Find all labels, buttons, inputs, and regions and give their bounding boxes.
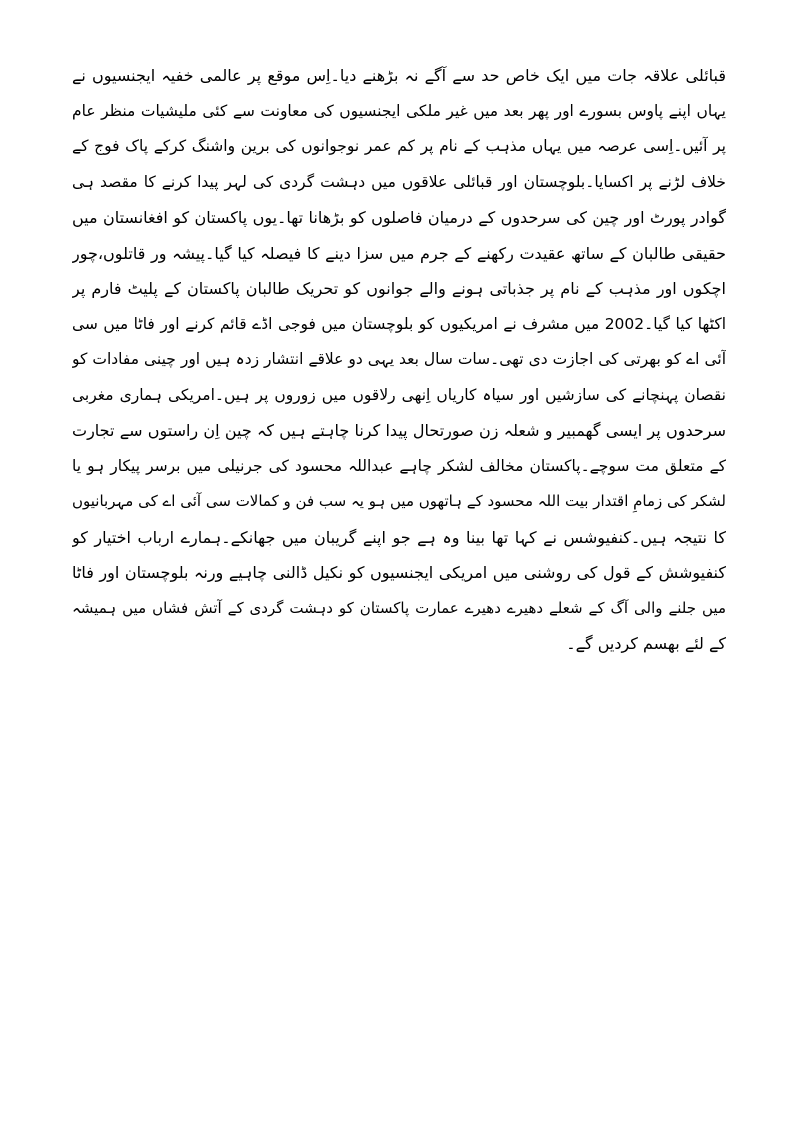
text-line: نقصان پہنچانے کی سازشیں اور سیاہ کاریاں اِنھی رلاقوں میں زوروں پر ہیں۔امریکی ہماری مغربی — [72, 385, 726, 404]
text-line: خلاف لڑنے پر اکسایا۔بلوچستان اور قبائلی علاقوں میں دہشت گردی کی لہر پیدا کرنے کا مقصد ہی — [72, 172, 726, 191]
text-line: اکٹھا کیا گیا۔2002 میں مشرف نے امریکیوں کو بلوچستان میں فوجی اڈے قائم کرنے اور فاٹا میں سی — [72, 314, 726, 333]
text-line: گوادر پورٹ اور چین کی سرحدوں کے درمیان فاصلوں کو بڑھانا تھا۔یوں پاکستان کو افغانستان میں — [72, 208, 726, 227]
article-paragraph — [72, 58, 726, 662]
text-line: قبائلی علاقہ جات میں ایک خاص حد سے آگے نہ بڑھنے دیا۔اِس موقع پر عالمی خفیہ ایجنسیوں نے — [72, 66, 726, 85]
text-line: اچکوں اور مذہب کے نام پر جذباتی ہونے والے جوانوں کو تحریک طالبان پاکستان کے پلیٹ فارم پر — [72, 279, 726, 298]
text-line: حقیقی طالبان کے ساتھ عقیدت رکھنے کے جرم میں سزا دینے کا فیصلہ کیا گیا۔پیشہ ور قاتلوں،چور — [72, 243, 726, 263]
text-line: یہاں اپنے پاوس بسورے اور پھر بعد میں غیر ملکی ایجنسیوں کی معاونت سے کئی ملیشیات منظر عام — [72, 101, 726, 120]
text-line: کے متعلق مت سوچے۔پاکستان مخالف لشکر چاہے عبداللہ محسود کی جرنیلی میں برسر پیکار ہو یا — [72, 456, 726, 475]
text-line: کنفیوشش کے قول کی روشنی میں امریکی ایجنسیوں کو نکیل ڈالنی چاہیے ورنہ بلوچستان اور فاٹا — [72, 563, 726, 582]
text-line: کا نتیجہ ہیں۔کنفیوشس نے کہا تھا بینا وہ ہے جو اپنے گریبان میں جھانکے۔ہمارے ارباب اختیار کو — [72, 527, 726, 547]
text-line: لشکر کی زمامِ اقتدار بیت اللہ محسود کے ہاتھوں میں ہو یہ سب فن و کمالات سی آئی اے کی مہربانیوں — [72, 492, 726, 510]
text-line: پر آئیں۔اِسی عرصہ میں یہاں مذہب کے نام پر کم عمر نوجوانوں کی برین واشنگ کرکے پاک فوج کے — [72, 137, 726, 155]
text-line-last: کے لئے بھسم کردیں گے۔ — [566, 634, 726, 653]
text-line: آئی اے کو بھرتی کی اجازت دی تھی۔سات سال بعد یہی دو علاقے انتشار زدہ ہیں اور چینی مفادات کو — [72, 350, 726, 368]
text-line: سرحدوں پر ایسی گھمبیر و شعلہ زن صورتحال پیدا کرنا چاہتے ہیں کہ چین اِن راستوں سے تجارت — [72, 421, 726, 440]
text-line: میں جلنے والی آگ کے شعلے دھیرے دھیرے عمارت پاکستان کو دہشت گردی کے آتش فشاں میں ہمیشہ — [72, 598, 726, 617]
